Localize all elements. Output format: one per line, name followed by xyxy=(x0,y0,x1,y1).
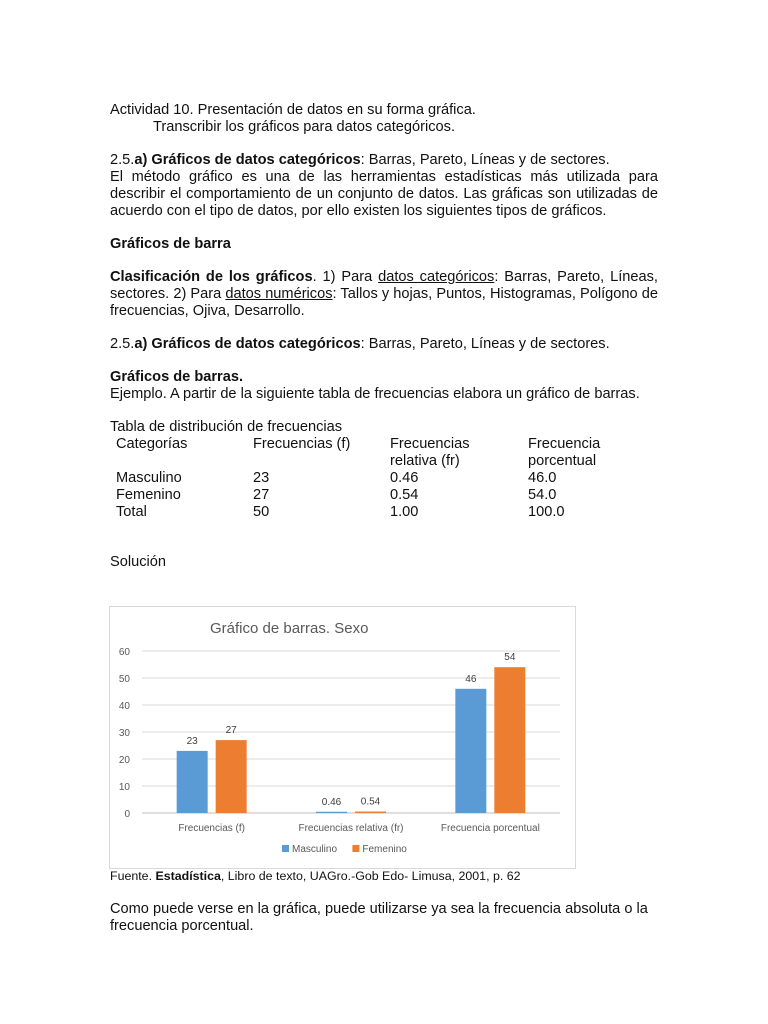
table-cell: 54.0 xyxy=(528,487,557,503)
table-cell: 0.54 xyxy=(390,487,419,503)
header-line: Frecuencias (f) xyxy=(253,436,351,452)
bar-heading xyxy=(110,236,658,253)
table-cell: Masculino xyxy=(116,470,182,486)
section-number: 2.5. xyxy=(110,152,135,168)
y-tick-label: 30 xyxy=(118,728,130,739)
document-body xyxy=(110,102,658,571)
y-tick-label: 60 xyxy=(118,647,130,658)
bar-chart-svg xyxy=(110,607,575,868)
classification-text-1: . 1) Para xyxy=(312,269,379,285)
table-cell: Total xyxy=(116,504,147,520)
table-row xyxy=(116,487,658,504)
data-label: 0.54 xyxy=(360,796,381,808)
x-tick-label: Frecuencias relativa (fr) xyxy=(298,823,404,834)
bar-masculino xyxy=(177,751,208,813)
table-header-cell xyxy=(390,436,528,470)
section-title-rest: : Barras, Pareto, Líneas y de sectores. xyxy=(360,152,610,168)
table-header-cell xyxy=(253,436,390,470)
numeric-data-link: datos numéricos xyxy=(225,286,333,302)
categorical-data-link: datos categóricos xyxy=(378,269,495,285)
legend-label: Masculino xyxy=(292,844,338,855)
frequency-table xyxy=(116,436,658,521)
section-title-rest: : Barras, Pareto, Líneas y de sectores. xyxy=(360,336,610,352)
y-tick-label: 20 xyxy=(118,755,130,766)
source-book-title: Estadística xyxy=(155,869,221,883)
classification-text-2: : Barras, Pareto, Líneas, sectores. 2) Para xyxy=(110,269,658,302)
source-prefix: Fuente. xyxy=(110,869,156,883)
source-citation xyxy=(110,869,521,884)
table-cell: 0.46 xyxy=(390,470,419,486)
activity-subtitle: Transcribir los gráficos para datos categóricos. xyxy=(153,119,456,135)
bars-heading xyxy=(110,369,658,386)
x-tick-label: Frecuencias (f) xyxy=(178,823,246,834)
section-title: a) Gráficos de datos categóricos xyxy=(134,336,361,352)
legend-label: Femenino xyxy=(362,844,407,855)
header-line: Categorías xyxy=(116,436,188,452)
table-cell: Femenino xyxy=(116,487,181,503)
classification-heading: Clasificación de los gráficos xyxy=(110,269,313,285)
table-cell: 46.0 xyxy=(528,470,557,486)
solution-label: Solución xyxy=(110,554,166,570)
legend-swatch-femenino xyxy=(352,845,359,852)
bar-heading-text: Gráficos de barra xyxy=(110,236,231,252)
table-header-cell xyxy=(528,436,658,470)
activity-title: Actividad 10. Presentación de datos en su forma gráfica. xyxy=(110,102,476,118)
source-details: , Libro de texto, UAGro.-Gob Edo- Limusa, 2001, p. 62 xyxy=(220,869,521,883)
table-cell: 50 xyxy=(253,504,270,520)
section-title: a) Gráficos de datos categóricos xyxy=(134,152,361,168)
section-number: 2.5. xyxy=(110,336,135,352)
section-body-paragraph: El método gráfico es una de las herramientas estadísticas más utilizada para describir el comportamiento de un conjunto de datos. Las gráficas son utilizadas de acuerdo con el tipo de datos, por ello existen los siguientes tipos de gráficos. xyxy=(110,169,658,219)
table-cell: 100.0 xyxy=(528,504,565,520)
table-cell: 1.00 xyxy=(390,504,419,520)
table-caption: Tabla de distribución de frecuencias xyxy=(110,419,343,435)
bars-heading-text: Gráficos de barras. xyxy=(110,369,244,385)
table-cell: 23 xyxy=(253,470,270,486)
classification-text-3: : Tallos y hojas, Puntos, Histogramas, Polígono de frecuencias, Ojiva, Desarrollo. xyxy=(110,286,658,319)
bar-masculino xyxy=(455,689,486,813)
chart-title: Gráfico de barras. Sexo xyxy=(210,620,369,637)
table-header-cell xyxy=(116,436,253,470)
data-label: 0.46 xyxy=(321,796,342,808)
table-cell: 27 xyxy=(253,487,270,503)
legend-swatch-masculino xyxy=(282,845,289,852)
example-paragraph: Ejemplo. A partir de la siguiente tabla de frecuencias elabora un gráfico de barras. xyxy=(110,386,640,402)
bar-femenino xyxy=(216,740,247,813)
table-header-row xyxy=(116,436,658,470)
header-line: porcentual xyxy=(528,453,597,469)
bar-masculino xyxy=(316,812,347,813)
bar-femenino xyxy=(494,667,525,813)
bar-femenino xyxy=(355,812,386,813)
y-tick-label: 10 xyxy=(118,782,130,793)
closing-paragraph: Como puede verse en la gráfica, puede utilizarse ya sea la frecuencia absoluta o la frecuencia porcentual. xyxy=(110,901,648,934)
data-label: 27 xyxy=(225,725,237,737)
section-heading-1 xyxy=(110,152,658,169)
header-line: Frecuencia xyxy=(528,436,601,452)
data-label: 23 xyxy=(186,735,198,747)
bar-chart xyxy=(109,606,576,869)
header-line: Frecuencias xyxy=(390,436,470,452)
section-heading-2 xyxy=(110,336,658,353)
header-line: relativa (fr) xyxy=(390,453,460,469)
x-tick-label: Frecuencia porcentual xyxy=(440,823,540,834)
data-label: 54 xyxy=(504,652,516,664)
y-tick-label: 50 xyxy=(118,674,130,685)
data-label: 46 xyxy=(465,673,477,685)
classification-paragraph xyxy=(110,269,658,320)
table-row xyxy=(116,504,658,521)
table-row xyxy=(116,470,658,487)
y-tick-label: 40 xyxy=(118,701,130,712)
y-tick-label: 0 xyxy=(124,809,130,820)
